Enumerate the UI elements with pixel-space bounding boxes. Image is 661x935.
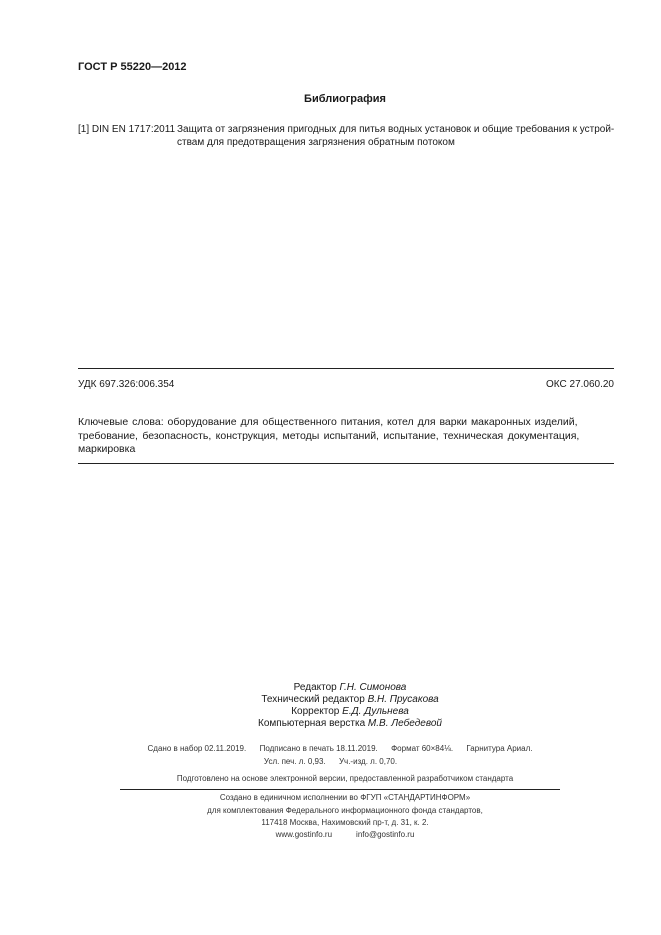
credits xyxy=(0,682,661,730)
oks-code: ОКС 27.060.20 xyxy=(546,379,614,390)
credit-editor: Редактор Г.Н. Симонова xyxy=(293,682,407,693)
website-link[interactable]: www.gostinfo.ru xyxy=(275,830,333,839)
credit-proofreader: Корректор Е.Д. Дульнева xyxy=(291,706,409,717)
credit-layout: Компьютерная верстка М.В. Лебедевой xyxy=(258,718,442,729)
prepared-note: Подготовлено на основе электронной версии, предоставленной разработчиком стандарта xyxy=(176,774,514,783)
keywords-line3: маркировка xyxy=(78,443,136,455)
email-link[interactable]: info@gostinfo.ru xyxy=(356,830,415,839)
divider xyxy=(78,368,614,369)
divider xyxy=(120,789,560,790)
publisher-line1: Создано в единичном исполнении во ФГУП «СТАНДАРТИНФОРМ» xyxy=(219,793,471,802)
credit-tech-editor: Технический редактор В.Н. Прусакова xyxy=(261,694,439,705)
udk-code: УДК 697.326:006.354 xyxy=(78,379,175,390)
standard-code: ГОСТ Р 55220—2012 xyxy=(78,61,187,73)
reference-text-line2: ствам для предотвращения загрязнения обратным потоком xyxy=(177,137,455,148)
publisher-contacts xyxy=(0,830,661,839)
keywords-line1: Ключевые слова: оборудование для общественного питания, котел для варки макаронных изделий, xyxy=(78,416,578,428)
publisher-address: 117418 Москва, Нахимовский пр-т, д. 31, к. 2. xyxy=(261,818,429,827)
divider xyxy=(78,463,614,464)
keywords-line2: требование, безопасность, конструкция, методы испытаний, испытание, техническая документация, xyxy=(78,430,580,442)
imprint-line2: Усл. печ. л. 0,93. Уч.-изд. л. 0,70. xyxy=(263,757,398,766)
reference-number: [1] DIN EN 1717:2011 xyxy=(78,124,176,135)
section-title: Библиография xyxy=(304,93,386,105)
imprint-line1: Сдано в набор 02.11.2019. Подписано в печать 18.11.2019. Формат 60×84⅛. Гарнитура Ариал. xyxy=(147,744,533,753)
publisher-line2: для комплектования Федерального информационного фонда стандартов, xyxy=(207,806,483,815)
reference-text-line1: Защита от загрязнения пригодных для питья водных установок и общие требования к устрой- xyxy=(177,124,615,135)
